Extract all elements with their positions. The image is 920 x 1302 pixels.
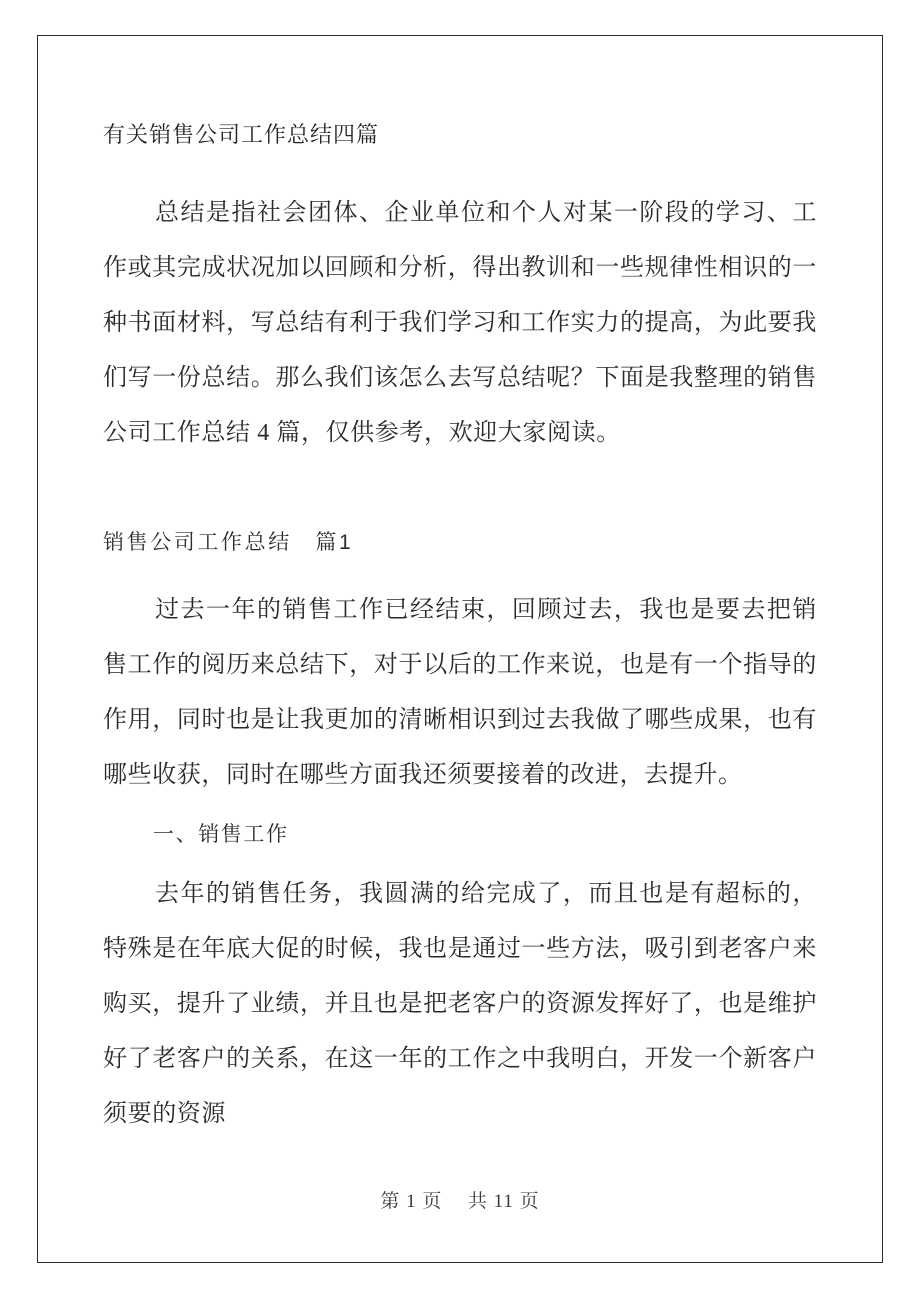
footer-current-page: 1 bbox=[406, 1191, 417, 1212]
intro-paragraph: 总结是指社会团体、企业单位和个人对某一阶段的学习、工作或其完成状况加以回顾和分析，得出教训和一些规律性相识的一种书面材料，写总结有利于我们学习和工作实力的提高，为此要我们写一份总结。那么我们该怎么去写总结呢？下面是我整理的销售公司工作总结 4 篇，仅供参考，欢迎大家阅读。 bbox=[103, 200, 817, 446]
spacer-before-section bbox=[103, 461, 817, 523]
spacer-after-title bbox=[103, 152, 817, 186]
spacer-after-subheading bbox=[103, 855, 817, 867]
footer-total-unit: 页 bbox=[519, 1191, 540, 1212]
footer-total-pages: 11 bbox=[493, 1191, 514, 1212]
footer-total-prefix: 共 bbox=[467, 1191, 488, 1212]
page-footer bbox=[37, 1186, 883, 1213]
document-content bbox=[103, 118, 817, 1142]
subsection-1-paragraph-1: 去年的销售任务，我圆满的给完成了，而且也是有超标的，特殊是在年底大促的时候，我也是通过一些方法，吸引到老客户来购买，提升了业绩，并且也是把老客户的资源发挥好了，也是维护好了老客户的关系，在这一年的工作之中我明白，开发一个新客户须要的资源 bbox=[103, 881, 817, 1127]
spacer-before-subheading bbox=[103, 803, 817, 815]
footer-current-prefix: 第 bbox=[380, 1191, 401, 1212]
section-heading-1: 销售公司工作总结 篇1 bbox=[103, 531, 354, 554]
spacer-after-section-heading bbox=[103, 563, 817, 583]
footer-current-unit: 页 bbox=[422, 1191, 443, 1212]
document-title: 有关销售公司工作总结四篇 bbox=[103, 122, 380, 147]
subsection-heading-1: 一、销售工作 bbox=[153, 823, 289, 846]
section-1-paragraph-1: 过去一年的销售工作已经结束，回顾过去，我也是要去把销售工作的阅历来总结下，对于以后的工作来说，也是有一个指导的作用，同时也是让我更加的清晰相识到过去我做了哪些成果，也有哪些收获，同时在哪些方面我还须要接着的改进，去提升。 bbox=[103, 597, 817, 788]
